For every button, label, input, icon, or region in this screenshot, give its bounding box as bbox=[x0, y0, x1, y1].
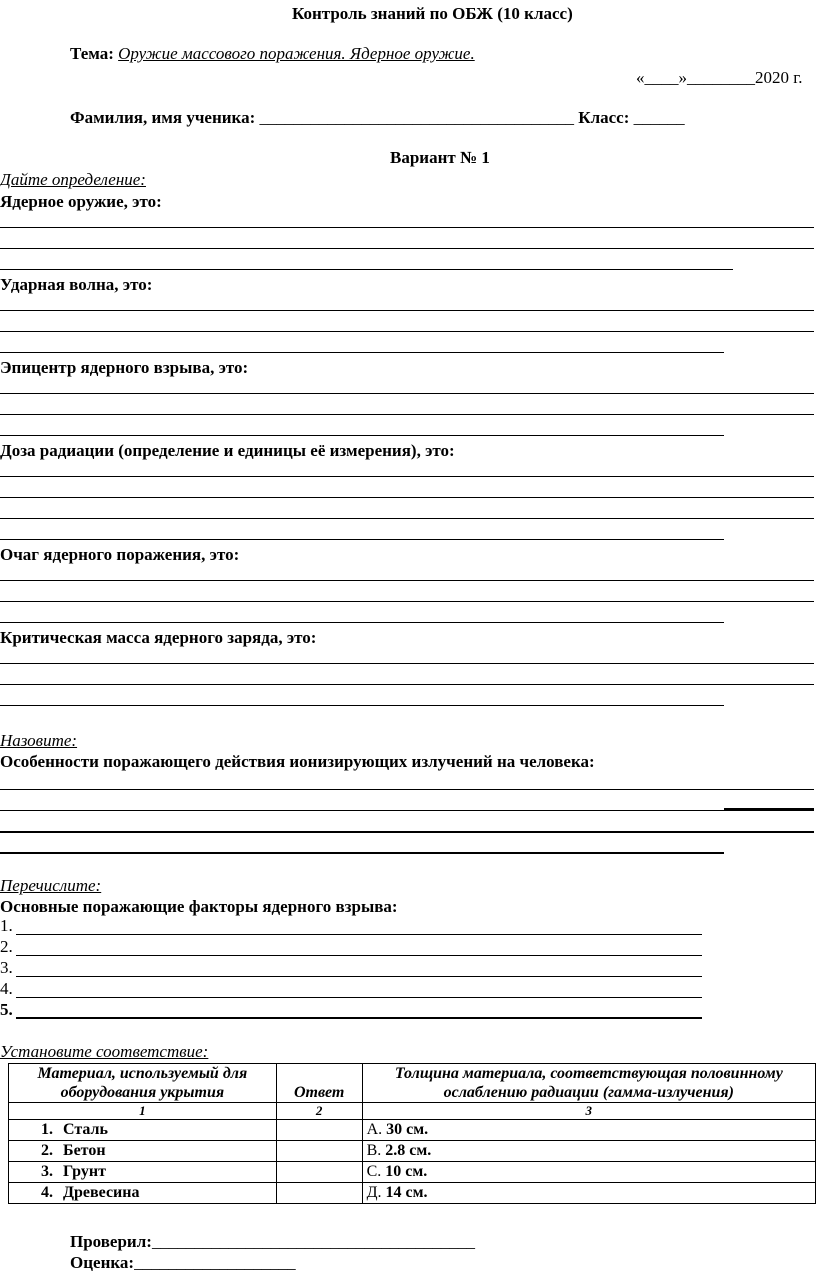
match-table-column-numbers bbox=[9, 1103, 816, 1120]
answer-cell[interactable] bbox=[276, 1120, 362, 1141]
name-item-ionizing-radiation: Особенности поражающего действия ионизирующих излучений на человека: bbox=[0, 752, 595, 771]
list-answer-line[interactable] bbox=[16, 1017, 702, 1019]
answer-line[interactable] bbox=[0, 269, 733, 270]
list-heading: Перечислите: bbox=[0, 876, 102, 895]
class-field[interactable]: ______ bbox=[633, 108, 685, 127]
document-title: Контроль знаний по ОБЖ (10 класс) bbox=[292, 4, 573, 23]
list-answer-line[interactable] bbox=[16, 976, 702, 977]
define-heading: Дайте определение: bbox=[0, 170, 146, 189]
list-item-damaging-factors: Основные поражающие факторы ядерного взрыва: bbox=[0, 897, 398, 916]
answer-line[interactable] bbox=[0, 705, 724, 706]
table-row bbox=[9, 1183, 816, 1204]
define-item-nuclear-weapon: Ядерное оружие, это: bbox=[0, 192, 162, 211]
topic-line bbox=[70, 44, 475, 64]
define-item-shock-wave: Ударная волна, это: bbox=[0, 275, 153, 294]
row-number: 3. bbox=[41, 1163, 53, 1180]
answer-line[interactable] bbox=[724, 808, 814, 810]
table-row bbox=[9, 1120, 816, 1141]
student-name-field[interactable]: _____________________________________ bbox=[259, 108, 574, 127]
column-number: 3 bbox=[362, 1103, 815, 1120]
define-item-nuclear-focus: Очаг ядерного поражения, это: bbox=[0, 545, 240, 564]
grade-line bbox=[70, 1253, 296, 1273]
material-name: Грунт bbox=[63, 1163, 106, 1180]
define-item-critical-mass: Критическая масса ядерного заряда, это: bbox=[0, 628, 317, 647]
answer-line[interactable] bbox=[0, 352, 724, 353]
answer-line[interactable] bbox=[0, 435, 724, 436]
grade-label: Оценка: bbox=[70, 1253, 135, 1272]
student-label: Фамилия, имя ученика: bbox=[70, 108, 256, 127]
answer-line[interactable] bbox=[0, 684, 814, 685]
answer-cell[interactable] bbox=[276, 1162, 362, 1183]
answer-line[interactable] bbox=[0, 476, 814, 477]
answer-line[interactable] bbox=[0, 601, 814, 602]
thickness-cell bbox=[362, 1183, 815, 1204]
list-number-3: 3. bbox=[0, 958, 13, 977]
list-number-5: 5. bbox=[0, 1000, 13, 1019]
answer-line[interactable] bbox=[0, 831, 814, 833]
list-number-2: 2. bbox=[0, 937, 13, 956]
material-cell bbox=[9, 1120, 277, 1141]
thickness-value: 2.8 см. bbox=[385, 1142, 432, 1159]
list-number-1: 1. bbox=[0, 916, 13, 935]
answer-line[interactable] bbox=[0, 393, 814, 394]
column-header-thickness: Толщина материала, соответствующая половинному ослаблению радиации (гамма-излучения) bbox=[362, 1064, 815, 1103]
match-heading: Установите соответствие: bbox=[0, 1042, 209, 1061]
thickness-value: 14 см. bbox=[385, 1184, 428, 1201]
answer-line[interactable] bbox=[0, 248, 814, 249]
thickness-cell bbox=[362, 1141, 815, 1162]
table-row bbox=[9, 1141, 816, 1162]
thickness-value: 10 см. bbox=[385, 1163, 428, 1180]
answer-line[interactable] bbox=[0, 414, 814, 415]
material-cell bbox=[9, 1141, 277, 1162]
table-row bbox=[9, 1162, 816, 1183]
column-header-material: Материал, используемый для оборудования укрытия bbox=[9, 1064, 277, 1103]
material-cell bbox=[9, 1162, 277, 1183]
material-name: Древесина bbox=[63, 1184, 140, 1201]
answer-line[interactable] bbox=[0, 663, 814, 664]
list-answer-line[interactable] bbox=[16, 997, 702, 998]
topic-label: Тема: bbox=[70, 44, 114, 63]
define-item-radiation-dose: Доза радиации (определение и единицы её измерения), это: bbox=[0, 441, 455, 460]
answer-line[interactable] bbox=[0, 852, 724, 854]
topic-value: Оружие массового поражения. Ядерное оружие. bbox=[118, 44, 475, 63]
option-letter: А. bbox=[366, 1121, 383, 1138]
match-table-header bbox=[9, 1064, 816, 1103]
answer-line[interactable] bbox=[0, 622, 724, 623]
answer-line[interactable] bbox=[0, 227, 814, 228]
checked-field[interactable]: ______________________________________ bbox=[151, 1232, 475, 1251]
list-answer-line[interactable] bbox=[16, 934, 702, 935]
answer-line[interactable] bbox=[0, 810, 814, 811]
variant-label: Вариант № 1 bbox=[390, 148, 490, 167]
thickness-cell bbox=[362, 1120, 815, 1141]
define-item-epicenter: Эпицентр ядерного взрыва, это: bbox=[0, 358, 249, 377]
thickness-cell bbox=[362, 1162, 815, 1183]
row-number: 1. bbox=[41, 1121, 53, 1138]
answer-line[interactable] bbox=[0, 497, 814, 498]
answer-line[interactable] bbox=[0, 518, 814, 519]
match-table bbox=[8, 1063, 816, 1204]
material-name: Сталь bbox=[63, 1121, 108, 1138]
answer-cell[interactable] bbox=[276, 1183, 362, 1204]
answer-cell[interactable] bbox=[276, 1141, 362, 1162]
answer-line[interactable] bbox=[0, 789, 814, 790]
grade-field[interactable]: ___________________ bbox=[134, 1253, 296, 1272]
date-line[interactable]: «____»________2020 г. bbox=[636, 68, 803, 87]
option-letter: В. bbox=[366, 1142, 382, 1159]
answer-line[interactable] bbox=[0, 539, 724, 540]
answer-line[interactable] bbox=[0, 331, 814, 332]
checked-line bbox=[70, 1232, 475, 1252]
checked-label: Проверил: bbox=[70, 1232, 152, 1251]
list-number-4: 4. bbox=[0, 979, 13, 998]
answer-line[interactable] bbox=[0, 310, 814, 311]
row-number: 2. bbox=[41, 1142, 53, 1159]
column-number: 1 bbox=[9, 1103, 277, 1120]
column-number: 2 bbox=[276, 1103, 362, 1120]
option-letter: Д. bbox=[366, 1184, 382, 1201]
answer-line[interactable] bbox=[0, 580, 814, 581]
column-header-answer: Ответ bbox=[276, 1064, 362, 1103]
option-letter: С. bbox=[366, 1163, 382, 1180]
thickness-value: 30 см. bbox=[386, 1121, 429, 1138]
material-name: Бетон bbox=[63, 1142, 106, 1159]
name-heading: Назовите: bbox=[0, 731, 78, 750]
row-number: 4. bbox=[41, 1184, 53, 1201]
class-label: Класс: bbox=[578, 108, 630, 127]
list-answer-line[interactable] bbox=[16, 955, 702, 956]
material-cell bbox=[9, 1183, 277, 1204]
student-line bbox=[70, 108, 685, 128]
